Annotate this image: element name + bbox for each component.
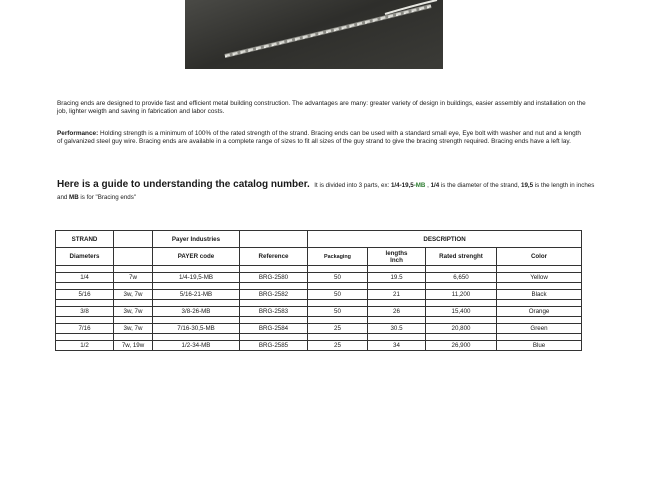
cell-length: 26 — [368, 307, 426, 317]
spacer-cell — [240, 266, 308, 273]
cell-length: 21 — [368, 290, 426, 300]
column-header-row — [56, 248, 582, 266]
spacer-cell — [240, 283, 308, 290]
col-packaging: Packaging — [308, 248, 368, 266]
spacer-cell — [56, 283, 114, 290]
cell-length: 30.5 — [368, 324, 426, 334]
cell-diameter: 7/16 — [56, 324, 114, 334]
cell-color: Black — [497, 290, 582, 300]
spacer-cell — [114, 283, 153, 290]
header-description: DESCRIPTION — [308, 231, 582, 248]
spacer-cell — [497, 317, 582, 324]
cell-payer-code: 5/16-21-MB — [153, 290, 240, 300]
spacer-row — [56, 283, 582, 290]
catalog-guide — [57, 178, 597, 202]
cell-diameter: 1/4 — [56, 273, 114, 283]
bracing-end-wire-image — [185, 0, 443, 69]
cell-reference: BRG-2580 — [240, 273, 308, 283]
spacer-row — [56, 266, 582, 273]
guide-text-1: It is divided into 3 parts, ex: — [314, 182, 391, 189]
spacer-cell — [308, 317, 368, 324]
spacer-cell — [368, 283, 426, 290]
cell-rated-strength: 26,900 — [426, 341, 497, 351]
catalog-table — [55, 230, 582, 351]
header-blank — [114, 231, 153, 248]
spacer-cell — [426, 266, 497, 273]
table-row — [56, 307, 582, 317]
cell-packaging: 50 — [308, 273, 368, 283]
col-diameters: Diameters — [56, 248, 114, 266]
col-strand — [114, 248, 153, 266]
guide-example-suffix: -MB — [413, 182, 426, 189]
spacer-cell — [114, 300, 153, 307]
spacer-cell — [497, 300, 582, 307]
cell-packaging: 50 — [308, 290, 368, 300]
table-body — [56, 266, 582, 351]
spacer-cell — [114, 317, 153, 324]
col-lengths-line1: lengths — [385, 249, 408, 257]
cell-color: Green — [497, 324, 582, 334]
table-row — [56, 324, 582, 334]
spacer-cell — [426, 300, 497, 307]
spacer-row — [56, 317, 582, 324]
spacer-cell — [240, 300, 308, 307]
cell-color: Yellow — [497, 273, 582, 283]
cell-diameter: 3/8 — [56, 307, 114, 317]
performance-paragraph — [57, 130, 587, 146]
spacer-cell — [56, 334, 114, 341]
spacer-cell — [497, 334, 582, 341]
cell-packaging: 50 — [308, 307, 368, 317]
spacer-cell — [368, 300, 426, 307]
spacer-cell — [308, 283, 368, 290]
guide-title: Here is a guide to understanding the catalog number. — [57, 179, 310, 190]
header-blank — [240, 231, 308, 248]
spacer-cell — [308, 300, 368, 307]
spacer-cell — [153, 317, 240, 324]
spacer-cell — [56, 266, 114, 273]
cell-packaging: 25 — [308, 341, 368, 351]
spacer-cell — [426, 283, 497, 290]
cell-length: 34 — [368, 341, 426, 351]
guide-text-3: is the diameter of the strand, — [439, 182, 522, 189]
spacer-cell — [368, 334, 426, 341]
spacer-cell — [497, 266, 582, 273]
guide-diameter: 1/4 — [430, 182, 440, 189]
cell-length: 19.5 — [368, 273, 426, 283]
cell-packaging: 25 — [308, 324, 368, 334]
guide-example-number: 1/4-19,5 — [390, 182, 414, 189]
performance-text: Holding strength is a minimum of 100% of the rated strength of the strand. Bracing ends can be used with a standard small eye, Eye bolt with washer and nut and a length of galvanized steel guy wire. Bracing ends are available in a complete range of sizes to fit all sizes of the guy strand to give the bracing strength required. Bracing ends have a left lay. — [57, 130, 581, 145]
col-payer-code: PAYER code — [153, 248, 240, 266]
spacer-cell — [153, 266, 240, 273]
header-payer-industries: Payer Industries — [153, 231, 240, 248]
cell-strand: 3w, 7w — [114, 324, 153, 334]
spacer-cell — [240, 317, 308, 324]
spacer-cell — [426, 317, 497, 324]
spacer-row — [56, 300, 582, 307]
cell-rated-strength: 11,200 — [426, 290, 497, 300]
spacer-cell — [308, 334, 368, 341]
guide-text-2: , — [425, 182, 431, 189]
intro-paragraph: Bracing ends are designed to provide fast and efficient metal building construction. The advantages are many: greater variety of design in buildings, easier assembly and installation on the job, lighter weigth and saving in fabrication and labor costs. — [57, 100, 586, 115]
spacer-cell — [240, 334, 308, 341]
col-color: Color — [497, 248, 582, 266]
cell-strand: 7w, 19w — [114, 341, 153, 351]
col-rated-strength: Rated strenght — [426, 248, 497, 266]
group-header-row — [56, 231, 582, 248]
table-row — [56, 273, 582, 283]
spacer-cell — [56, 317, 114, 324]
col-lengths — [368, 248, 426, 266]
cell-reference: BRG-2582 — [240, 290, 308, 300]
guide-length: 19,5 — [521, 182, 534, 189]
spacer-cell — [114, 266, 153, 273]
cell-color: Orange — [497, 307, 582, 317]
spacer-cell — [308, 266, 368, 273]
table-row — [56, 341, 582, 351]
spacer-cell — [426, 334, 497, 341]
cell-diameter: 5/16 — [56, 290, 114, 300]
performance-label: Performance: — [57, 130, 99, 137]
cell-strand: 3w, 7w — [114, 307, 153, 317]
cell-payer-code: 1/2-34-MB — [153, 341, 240, 351]
cell-reference: BRG-2584 — [240, 324, 308, 334]
spacer-cell — [153, 283, 240, 290]
spacer-cell — [368, 266, 426, 273]
cell-payer-code: 1/4-19,5-MB — [153, 273, 240, 283]
spacer-cell — [368, 317, 426, 324]
cell-reference: BRG-2583 — [240, 307, 308, 317]
col-reference: Reference — [240, 248, 308, 266]
cell-strand: 7w — [114, 273, 153, 283]
guide-mb: MB — [69, 194, 79, 201]
cell-payer-code: 3/8-26-MB — [153, 307, 240, 317]
spacer-cell — [56, 300, 114, 307]
guide-text-5: is for "Bracing ends" — [78, 194, 137, 201]
col-lengths-line2: Inch — [390, 256, 403, 264]
cell-rated-strength: 20,800 — [426, 324, 497, 334]
table-row — [56, 290, 582, 300]
cell-payer-code: 7/16-30,5-MB — [153, 324, 240, 334]
spacer-cell — [114, 334, 153, 341]
cell-color: Blue — [497, 341, 582, 351]
cell-rated-strength: 15,400 — [426, 307, 497, 317]
spacer-cell — [153, 300, 240, 307]
cell-strand: 3w, 7w — [114, 290, 153, 300]
header-strand: STRAND — [56, 231, 114, 248]
guide-text-4: is the length in inches and — [57, 182, 595, 201]
cell-rated-strength: 6,650 — [426, 273, 497, 283]
cell-reference: BRG-2585 — [240, 341, 308, 351]
cell-diameter: 1/2 — [56, 341, 114, 351]
spacer-cell — [497, 283, 582, 290]
product-photo — [185, 0, 443, 69]
spacer-cell — [153, 334, 240, 341]
spacer-row — [56, 334, 582, 341]
